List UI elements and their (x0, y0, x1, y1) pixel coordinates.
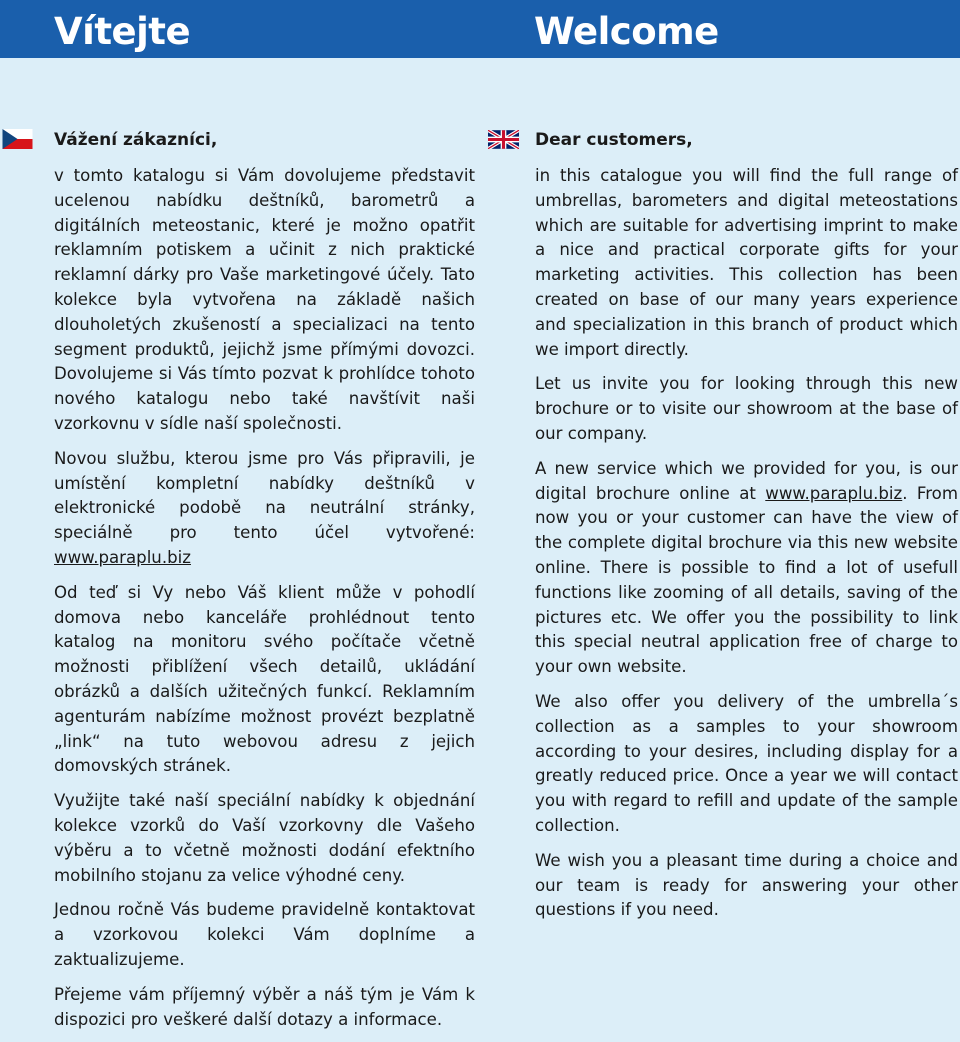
english-paragraph-3 (535, 457, 958, 680)
czech-paragraph-5: Jednou ročně Vás budeme pravidelně kontaktovat a vzorkovou kolekci Vám doplníme a zaktualizujeme. (54, 900, 475, 969)
english-paragraph-4: We also offer you delivery of the umbrella´s collection as a samples to your showroom according to your desires, including display for a greatly reduced price. Once a year we will contact you with regard to refill and update of the sample collection. (535, 691, 958, 835)
english-paragraph-3-text-b: . From now you or your customer can have the view of the complete digital brochure via this new website online. There is possible to find a lot of usefull functions like zooming of all details, saving of the pictures etc. We offer you the possibility to link this special neutral application free of charge to your own website. (535, 483, 958, 677)
english-paragraph-3-text-a: A new service which we provided for you, is our digital brochure online at (535, 458, 958, 503)
czech-greeting: Vážení zákazníci, (54, 130, 218, 150)
czech-paragraph-2-text: Novou službu, kterou jsme pro Vás připravili, je umístění kompletní nabídky deštníků v elektronické podobě na neutrální stránky, speciálně pro tento účel vytvořené: (54, 448, 475, 543)
english-paragraph-5: We wish you a pleasant time during a choice and our team is ready for answering your other questions if you need. (535, 850, 958, 920)
english-column (535, 126, 958, 933)
czech-column (54, 126, 475, 1042)
header-bar (0, 0, 960, 58)
czech-paragraph-2 (54, 447, 475, 571)
header-right (480, 0, 960, 58)
english-website-link[interactable]: www.paraplu.biz (765, 483, 903, 503)
english-paragraph-1: in this catalogue you will find the full range of umbrellas, barometers and digital meteostations which are suitable for advertising imprint to make a nice and practical corporate gifts for your marketing activities. This collection has been created on base of our many years experience and specialization in this branch of product which we import directly. (535, 166, 958, 359)
czech-paragraph-6: Přejeme vám příjemný výběr a náš tým je Vám k dispozici pro veškeré další dotazy a informace. (54, 984, 475, 1029)
czech-paragraph-4: Využijte také naší speciální nabídky k objednání kolekce vzorků do Vaší vzorkovny dle Vašeho výběru a to včetně možnosti dodání efektního mobilního stojanu za velice výhodné ceny. (54, 791, 475, 885)
page-title-czech: Vítejte (54, 10, 191, 53)
czech-flag-icon (2, 129, 33, 149)
english-paragraph-2: Let us invite you for looking through this new brochure or to visite our showroom at the base of our company. (535, 374, 958, 443)
page-title-english: Welcome (534, 10, 719, 53)
english-greeting: Dear customers, (535, 130, 693, 150)
czech-paragraph-3: Od teď si Vy nebo Váš klient může v pohodlí domova nebo kanceláře prohlédnout tento katalog na monitoru svého počítače včetně možnosti přiblížení všech detailů, ukládání obrázků a dalších užitečných funkcí. Reklamním agenturám nabízíme možnost provézt bezplatně „link“ na tuto webovou adresu z jejich domovských stránek. (54, 582, 475, 776)
uk-flag-icon (488, 130, 519, 149)
czech-paragraph-1: v tomto katalogu si Vám dovolujeme představit ucelenou nabídku deštníků, barometrů a digitálních meteostanic, které je možno opatřit reklamním potiskem a učinit z nich praktické reklamní dárky pro Vaše marketingové účely. Tato kolekce byla vytvořena na základě našich dlouholetých zkušeností a specializaci na tento segment produktů, jejichž jsme přímými dovozci. Dovolujeme si Vás tímto pozvat k prohlídce tohoto nového katalogu nebo také navštívit naši vzorkovnu v sídle naší společnosti. (54, 166, 475, 433)
header-left (0, 0, 480, 58)
czech-website-link[interactable]: www.paraplu.biz (54, 547, 191, 567)
